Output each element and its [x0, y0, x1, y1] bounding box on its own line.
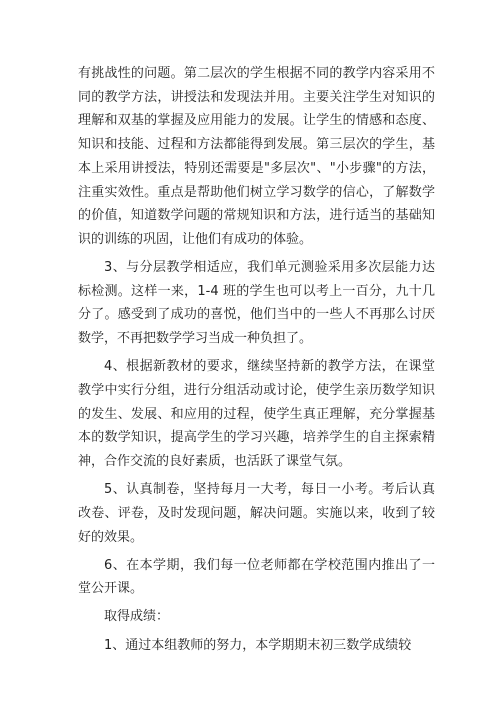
document-body — [78, 62, 435, 657]
paragraph-achievement-1: 1、通过本组教师的努力，本学期期末初三数学成绩较 — [104, 637, 412, 653]
paragraph-open-class: 6、在本学期，我们每一位老师都在学校范围内推出了一堂公开课。 — [78, 557, 435, 597]
paragraph-unit-test-levels: 3、与分层教学相适应，我们单元测验采用多次层能力达标检测。这样一来，1-4 班的学生也可以考上一百分，九十几分了。感受到了成功的喜悦，他们当中的一些人不再那么讨厌数学，不再把数学学习当成一种负担了。 — [78, 260, 435, 347]
paragraph-new-teaching-method: 4、根据新教材的要求，继续坚持新的教学方法，在课堂教学中实行分组，进行分组活动或讨论，使学生亲历数学知识的发生、发展、和应用的过程，使学生真正理解，充分掌握基本的数学知识，提高学生的学习兴趣，培养学生的自主探索精神，合作交流的良好素质，也活跃了课堂气氛。 — [78, 359, 435, 470]
paragraph-exam-practice: 5、认真制卷，坚持每月一大考，每日一小考。考后认真改卷、评卷，及时发现问题，解决问题。实施以来，收到了较好的效果。 — [78, 482, 435, 545]
paragraph-layered-teaching-methods: 有挑战性的问题。第二层次的学生根据不同的教学内容采用不同的教学方法，讲授法和发现法并用。主要关注学生对知识的理解和双基的掌握及应用能力的发展。让学生的情感和态度、知识和技能、过程和方法都能得到发展。第三层次的学生，基本上采用讲授法，特别还需要是"多层次"、"小步骤"的方法，注重实效性。重点是帮助他们树立学习数学的信心，了解数学的价值，知道数学问题的常规知识和方法，进行适当的基础知识的训练的巩固，让他们有成功的体验。 — [78, 66, 435, 247]
paragraph-achievements-heading: 取得成绩： — [104, 609, 170, 625]
